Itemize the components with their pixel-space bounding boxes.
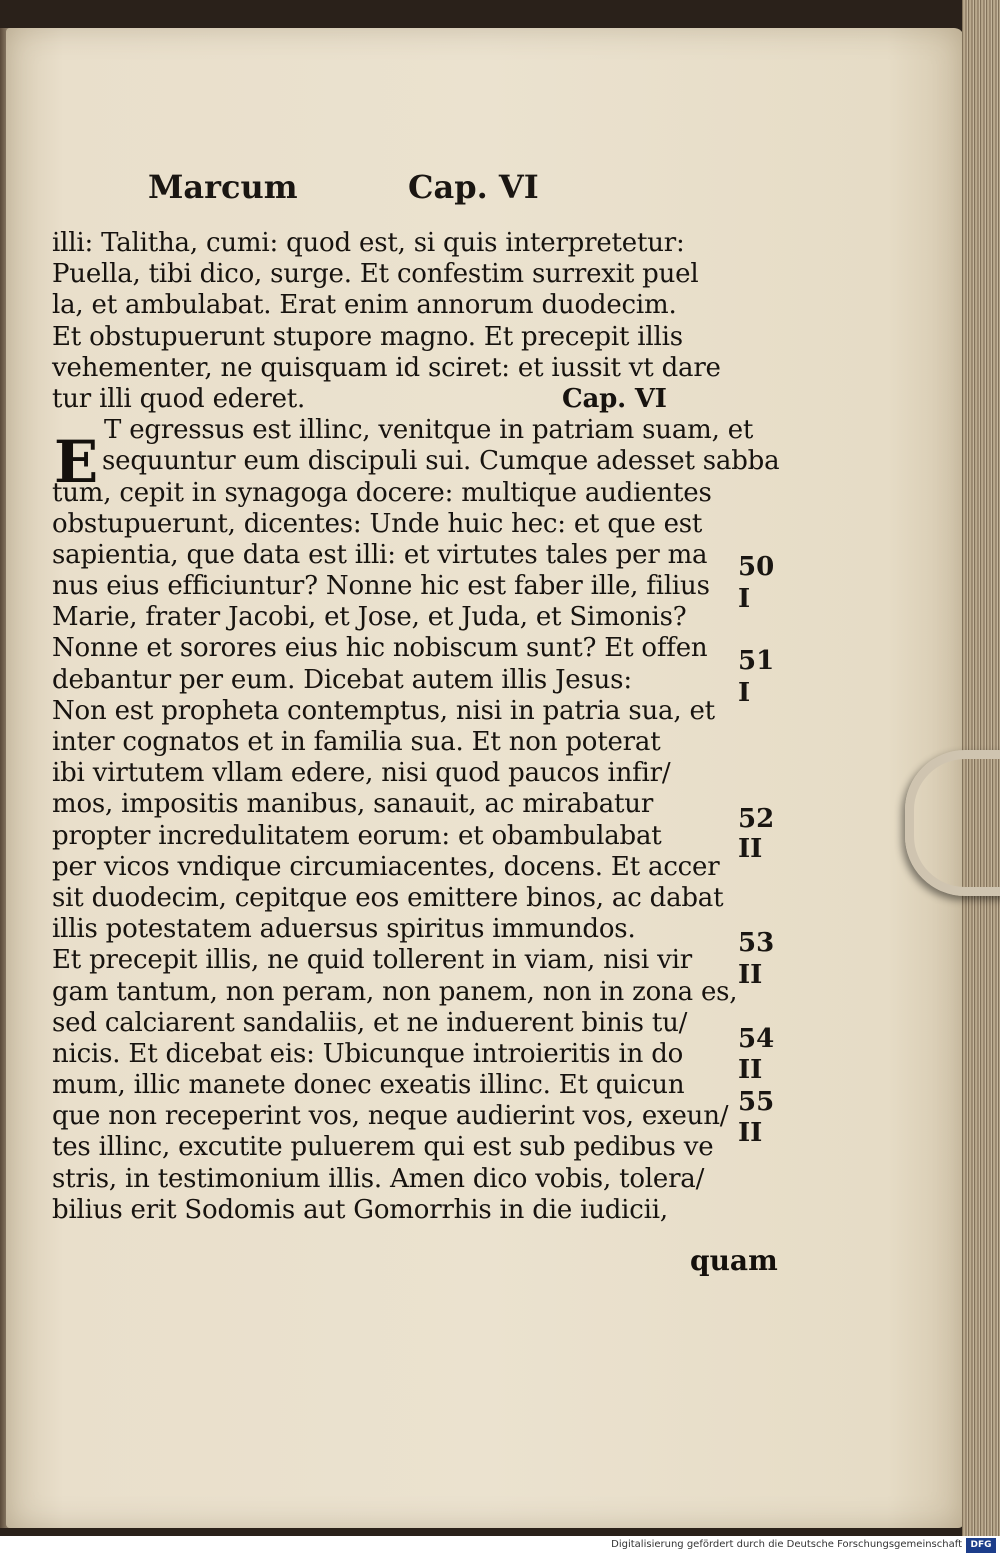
margin-note: I [738, 678, 751, 708]
text-line: inter cognatos et in familia sua. Et non poterat [52, 727, 661, 757]
margin-note: I [738, 584, 751, 614]
text-line: sapientia, que data est illi: et virtutes tales per ma [52, 539, 708, 570]
text-line: la, et ambulabat. Erat enim annorum duodecim. [52, 290, 677, 321]
margin-note: 52 [738, 804, 775, 834]
book-clasp [905, 750, 1000, 896]
margin-note: II [738, 1055, 763, 1085]
margin-note: 51 [738, 646, 775, 676]
margin-note: II [738, 834, 763, 864]
text-line: Puella, tibi dico, surge. Et confestim surrexit puel [52, 259, 699, 290]
text-line: mum, illic manete donec exeatis illinc. Et quicun [52, 1070, 685, 1101]
text-line: bilius erit Sodomis aut Gomorrhis in die iudicii, [52, 1194, 668, 1225]
text-line: tum, cepit in synagoga docere: multique audientes [52, 477, 712, 508]
text-line: debantur per eum. Dicebat autem illis Jesus: [52, 664, 632, 695]
text-line: sit duodecim, cepitque eos emittere binos, ac dabat [52, 882, 724, 913]
text-line: illi: Talitha, cumi: quod est, si quis interpretetur: [52, 228, 685, 258]
margin-note: II [738, 1118, 763, 1148]
text-line-with-chapter [52, 384, 742, 415]
running-head-book: Marcum [148, 168, 298, 206]
text-line: per vicos vndique circumiacentes, docens. Et accer [52, 851, 720, 882]
text-line: Nonne et sorores eius hic nobiscum sunt? Et offen [52, 633, 708, 664]
text-line: nicis. Et dicebat eis: Ubicunque introieritis in do [52, 1038, 684, 1069]
running-head-chapter: Cap. VI [408, 168, 539, 206]
initial-letter: E [54, 428, 99, 496]
text-line: illis potestatem aduersus spiritus immundos. [52, 914, 636, 945]
margin-note: 50 [738, 552, 775, 582]
text-line: Non est propheta contemptus, nisi in patria sua, et [52, 695, 715, 726]
margin-note: II [738, 960, 763, 990]
margin-note: 53 [738, 928, 775, 958]
text-line: que non receperint vos, neque audierint vos, exeun/ [52, 1101, 729, 1132]
catchword: quam [690, 1244, 778, 1277]
text-line: ibi virtutem vllam edere, nisi quod paucos infir/ [52, 758, 671, 789]
footer-credit: Digitalisierung gefördert durch die Deutsche Forschungsgemeinschaft [611, 1539, 962, 1550]
running-head [148, 168, 568, 218]
text-line: tur illi quod ederet. [52, 383, 306, 414]
text-line: nus eius efficiuntur? Nonne hic est faber ille, filius [52, 571, 710, 602]
text-line: Marie, frater Jacobi, et Jose, et Juda, et Simonis? [52, 602, 687, 633]
text-line: tes illinc, excutite puluerem qui est sub pedibus ve [52, 1132, 714, 1163]
margin-note: 54 [738, 1024, 775, 1054]
footer-bar [0, 1536, 1000, 1556]
text-line: mos, impositis manibus, sanauit, ac mirabatur [52, 789, 654, 820]
dfg-logo: DFG [966, 1538, 996, 1553]
text-line: stris, in testimonium illis. Amen dico vobis, tolera/ [52, 1163, 705, 1194]
text-line: propter incredulitatem eorum: et obambulabat [52, 820, 662, 851]
text-line: T egressus est illinc, venitque in patriam suam, et [104, 415, 754, 446]
text-line: Et obstupuerunt stupore magno. Et precepit illis [52, 321, 683, 352]
text-line: sequuntur eum discipuli sui. Cumque adesset sabba [102, 446, 780, 477]
margin-note: 55 [738, 1087, 775, 1117]
text-line: obstupuerunt, dicentes: Unde huic hec: et que est [52, 508, 703, 539]
text-line: Et precepit illis, ne quid tollerent in viam, nisi vir [52, 945, 692, 976]
text-line: sed calciarent sandaliis, et ne induerent binis tu/ [52, 1007, 688, 1038]
text-line: gam tantum, non peram, non panem, non in zona es, [52, 976, 738, 1007]
text-line: vehementer, ne quisquam id sciret: et iussit vt dare [52, 352, 721, 383]
chapter-heading: Cap. VI [562, 383, 667, 414]
